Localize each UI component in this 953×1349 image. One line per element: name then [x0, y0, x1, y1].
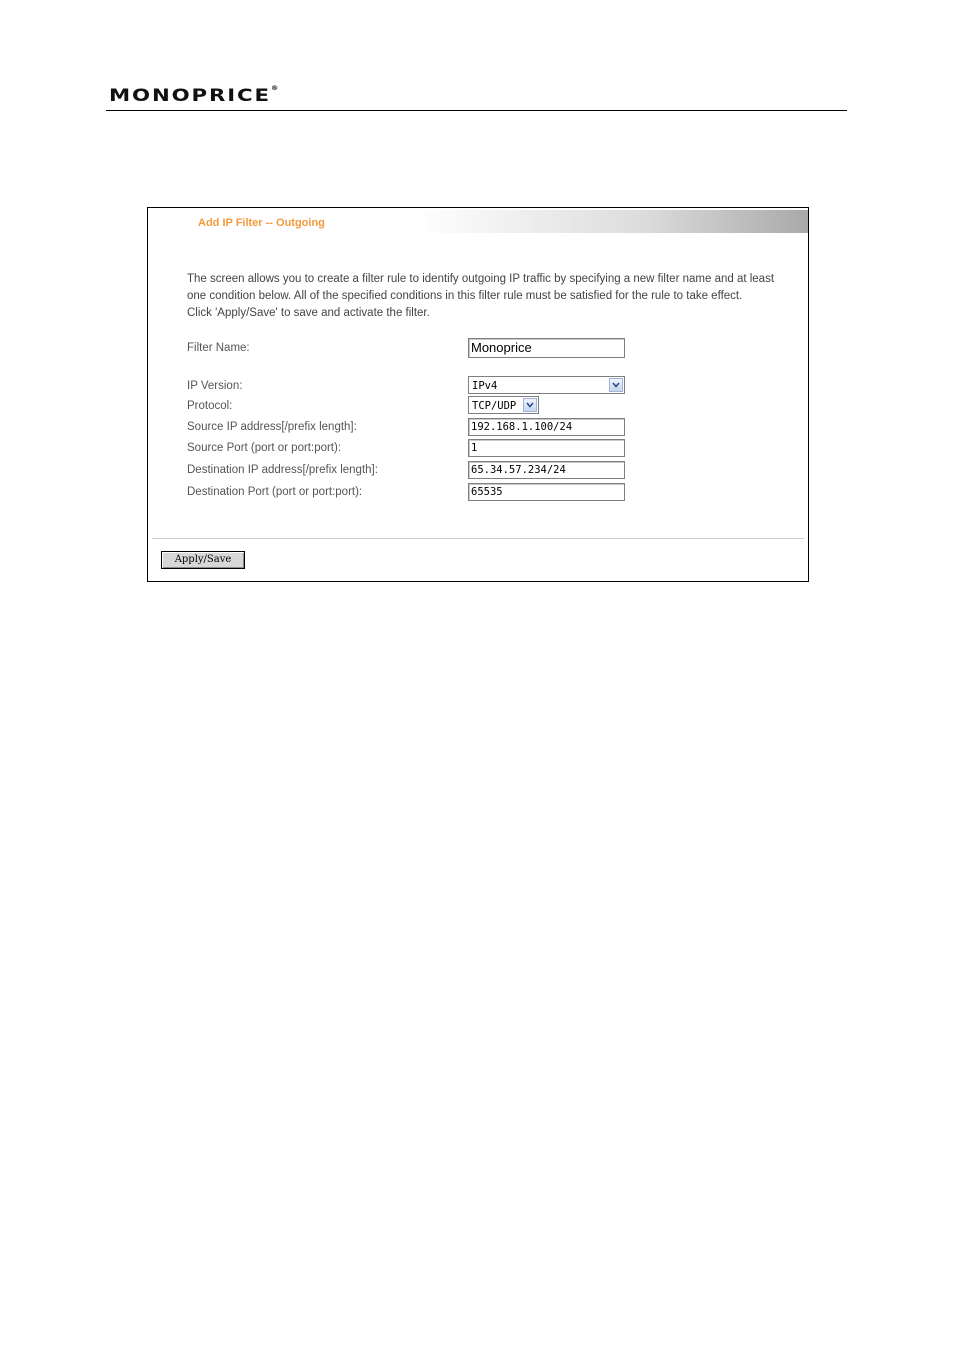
source-ip-input[interactable]: 192.168.1.100/24	[468, 418, 625, 436]
filter-name-input[interactable]: Monoprice	[468, 338, 625, 358]
panel-divider	[152, 538, 804, 539]
description-line: The screen allows you to create a filter rule to identify outgoing IP traffic by specifying a new filter name and at least	[187, 273, 775, 285]
destination-port-label: Destination Port (port or port:port):	[187, 486, 363, 498]
panel-title: Add IP Filter -- Outgoing	[198, 217, 325, 229]
destination-ip-label: Destination IP address[/prefix length]:	[187, 464, 378, 476]
ip-version-select[interactable]	[468, 376, 625, 394]
source-ip-label: Source IP address[/prefix length]:	[187, 421, 357, 433]
source-port-input[interactable]: 1	[468, 439, 625, 457]
description-line: one condition below. All of the specified conditions in this filter rule must be satisfied for the rule to take effect.	[187, 290, 743, 302]
ip-version-value: IPv4	[472, 380, 498, 392]
apply-save-button[interactable]: Apply/Save	[161, 551, 245, 569]
panel-description	[187, 271, 787, 322]
destination-ip-input[interactable]: 65.34.57.234/24	[468, 461, 625, 479]
protocol-label: Protocol:	[187, 400, 233, 412]
add-ip-filter-panel	[147, 207, 809, 582]
filter-name-label: Filter Name:	[187, 342, 250, 354]
source-port-label: Source Port (port or port:port):	[187, 442, 342, 454]
destination-port-input[interactable]: 65535	[468, 483, 625, 501]
ip-version-label: IP Version:	[187, 380, 243, 392]
document-header	[106, 82, 847, 111]
description-line: Click 'Apply/Save' to save and activate the filter.	[187, 307, 430, 319]
chevron-down-icon[interactable]	[523, 398, 537, 412]
chevron-down-icon[interactable]	[609, 378, 623, 392]
panel-title-bar	[152, 210, 808, 233]
protocol-value: TCP/UDP	[472, 400, 517, 412]
protocol-select[interactable]	[468, 396, 539, 414]
monoprice-logo: MONOPRICE®	[109, 85, 279, 106]
